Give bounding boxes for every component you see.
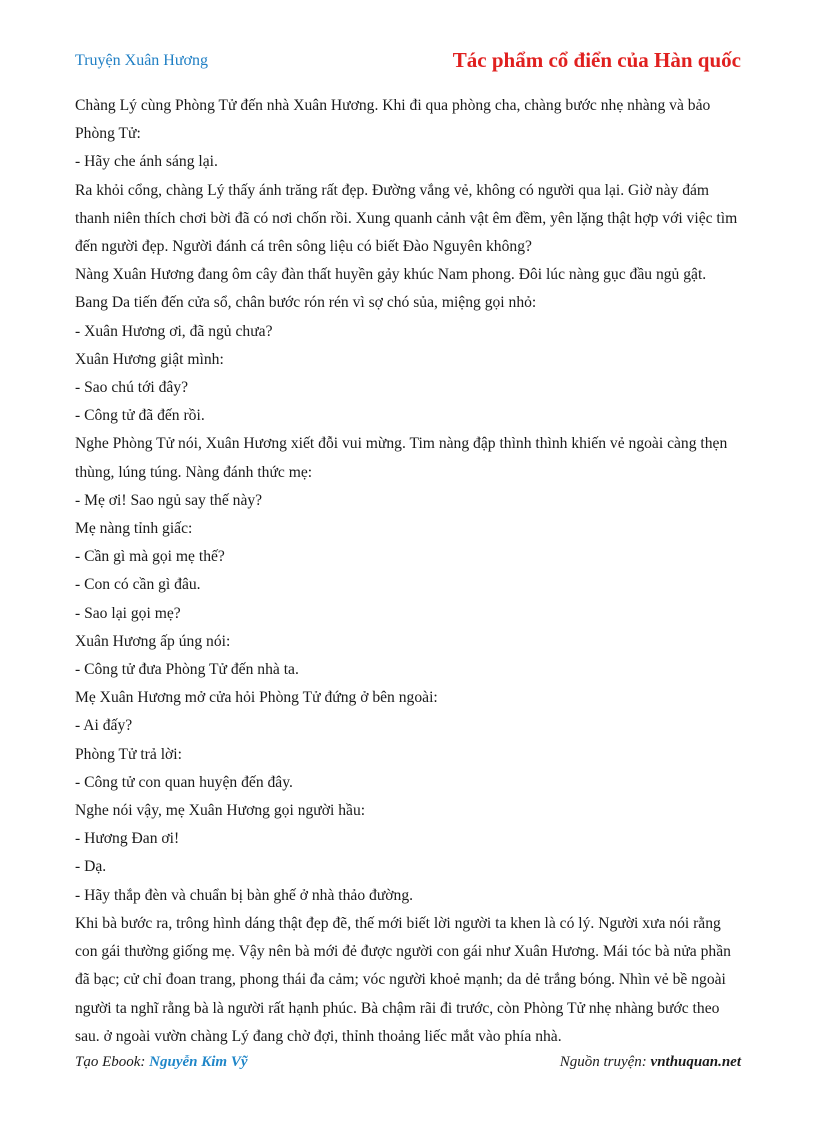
header-book-title: Truyện Xuân Hương bbox=[75, 52, 208, 69]
paragraph: Nghe Phòng Tử nói, Xuân Hương xiết đỗi vui mừng. Tim nàng đập thình thình khiến vẻ ngoài càng thẹn thùng, lúng túng. Nàng đánh thức mẹ: bbox=[75, 435, 728, 481]
footer-source-label: Nguồn truyện bbox=[559, 1054, 642, 1070]
paragraph: Mẹ nàng tỉnh giấc: bbox=[75, 520, 193, 538]
paragraph: - Sao lại gọi mẹ? bbox=[75, 604, 181, 622]
paragraph: Xuân Hương ấp úng nói: bbox=[75, 632, 231, 650]
paragraph: - Sao chú tới đây? bbox=[75, 379, 189, 397]
paragraph: - Dạ. bbox=[75, 858, 107, 876]
paragraph: Phòng Tử trả lời: bbox=[75, 745, 182, 763]
paragraph: Nàng Xuân Hương đang ôm cây đàn thất huyền gảy khúc Nam phong. Đôi lúc nàng gục đầu ngủ gật. bbox=[75, 266, 707, 284]
paragraph: - Công tử con quan huyện đến đây. bbox=[75, 773, 293, 791]
paragraph: - Công tử đã đến rồi. bbox=[75, 407, 205, 425]
paragraph: - Cần gì mà gọi mẹ thế? bbox=[75, 548, 225, 566]
paragraph: - Công tử đưa Phòng Tử đến nhà ta. bbox=[75, 661, 299, 679]
paragraph: - Ai đấy? bbox=[75, 717, 133, 735]
paragraph: Mẹ Xuân Hương mở cửa hỏi Phòng Tử đứng ở bên ngoài: bbox=[75, 689, 438, 707]
footer-author-name: Nguyễn Kim Vỹ bbox=[149, 1054, 248, 1070]
footer-ebook-credit bbox=[75, 1054, 248, 1071]
paragraph: Khi bà bước ra, trông hình dáng thật đẹp đẽ, thế mới biết lời người ta khen là có lý. Người xưa nói rằng con gái thường giống mẹ. Vậy nên bà mới đẻ được người con gái như Xuân Hương. Mái tóc bà nửa phần đã bạc; cử chỉ đoan trang, phong thái đa cảm; vóc người khoẻ mạnh; da dẻ trắng bóng. Nhìn vẻ bề ngoài người ta nghĩ rằng bà là người rất hạnh phúc. Bà chậm rãi đi trước, còn Phòng Tử nhẹ nhàng bước theo sau. ở ngoài vườn chàng Lý đang chờ đợi, thỉnh thoảng liếc mắt vào phía nhà. bbox=[75, 914, 731, 1045]
paragraph: Chàng Lý cùng Phòng Tử đến nhà Xuân Hương. Khi đi qua phòng cha, chàng bước nhẹ nhàng và bảo Phòng Tử: bbox=[75, 97, 711, 143]
paragraph: - Xuân Hương ơi, đã ngủ chưa? bbox=[75, 322, 273, 340]
paragraph: - Con có cần gì đâu. bbox=[75, 576, 201, 594]
header-collection-title: Tác phẩm cổ điển của Hàn quốc bbox=[452, 48, 741, 72]
footer-ebook-label: Tạo Ebook bbox=[75, 1054, 141, 1070]
story-body bbox=[75, 92, 741, 1051]
paragraph: Nghe nói vậy, mẹ Xuân Hương gọi người hầu: bbox=[75, 802, 366, 820]
paragraph: - Hãy che ánh sáng lại. bbox=[75, 153, 218, 171]
paragraph: Bang Da tiến đến cửa sổ, chân bước rón rén vì sợ chó sủa, miệng gọi nhỏ: bbox=[75, 294, 537, 312]
footer-source-credit bbox=[560, 1054, 741, 1071]
footer-separator: : bbox=[140, 1054, 150, 1070]
paragraph: - Hương Đan ơi! bbox=[75, 830, 180, 848]
footer-separator: : bbox=[641, 1054, 651, 1070]
footer-source-site: vnthuquan.net bbox=[650, 1054, 741, 1070]
paragraph: Ra khỏi cổng, chàng Lý thấy ánh trăng rất đẹp. Đường vắng vẻ, không có người qua lại. Giờ này đám thanh niên thích chơi bời đã có nơi chốn rồi. Xung quanh cảnh vật êm đềm, yên lặng thật hợp với việc tìm đến người đẹp. Người đánh cá trên sông liệu có biết Đào Nguyên không? bbox=[75, 181, 738, 256]
paragraph: - Hãy thắp đèn và chuẩn bị bàn ghế ở nhà thảo đường. bbox=[75, 886, 414, 904]
paragraph: Xuân Hương giật mình: bbox=[75, 350, 224, 368]
paragraph: - Mẹ ơi! Sao ngủ say thế này? bbox=[75, 491, 263, 509]
